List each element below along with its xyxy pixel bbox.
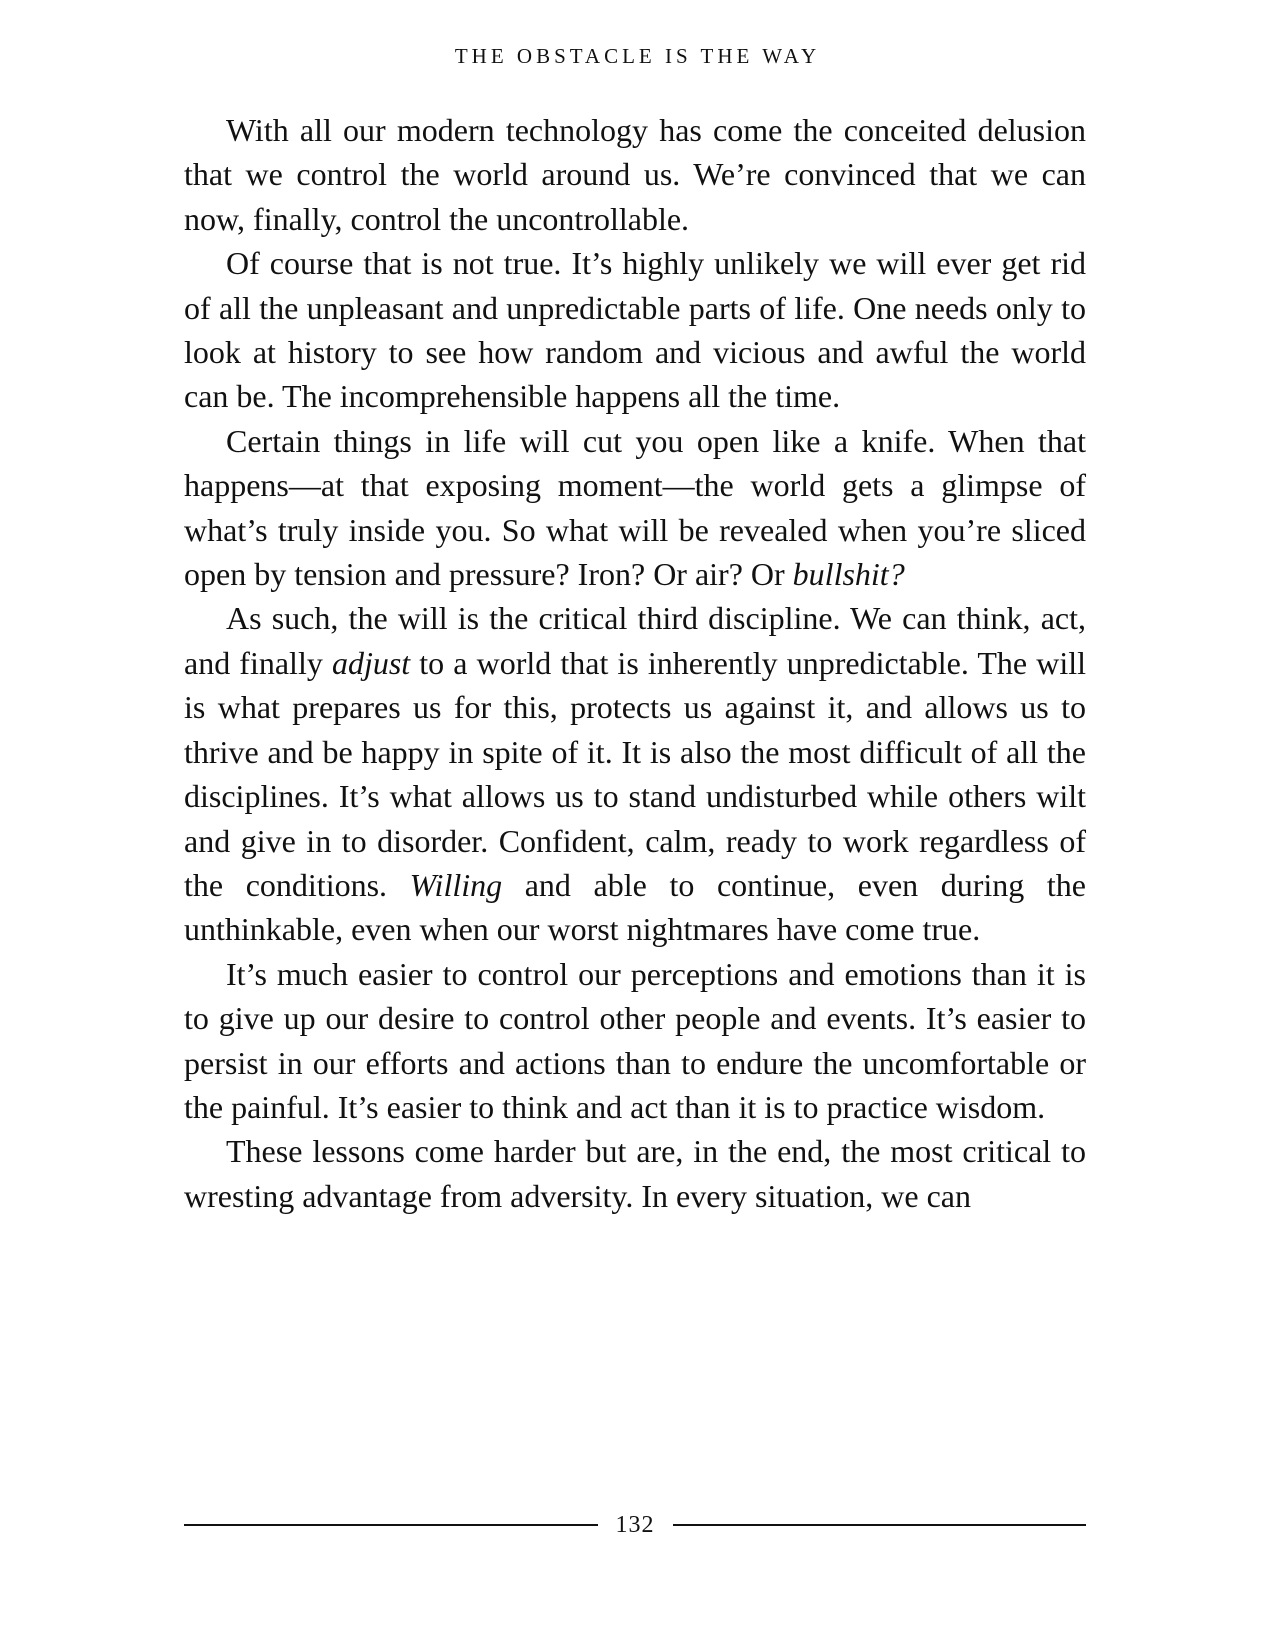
footer-rule-left — [184, 1524, 598, 1526]
running-head: THE OBSTACLE IS THE WAY — [454, 44, 821, 68]
paragraph-text: Certain things in life will cut you open like a knife. When that happens—at that exposing moment—the world gets a glimpse of what’s truly inside you. So what will be revealed when you’re sliced open by tension and pressure? Iron? Or air? Or — [184, 422, 1086, 593]
page-footer — [184, 1510, 1086, 1540]
paragraph-text: These lessons come harder but are, in the end, the most critical to wresting advantage from adversity. In every situation, we can — [184, 1133, 1086, 1214]
paragraph-text: It’s much easier to control our perceptions and emotions than it is to give up our desire to control other people and events. It’s easier to persist in our efforts and actions than to endure the uncomfortable or the painful. It’s easier to think and act than it is to practice wisdom. — [184, 955, 1086, 1125]
emphasis-adjust: adjust — [331, 644, 411, 681]
emphasis-bullshit: bullshit? — [792, 556, 905, 593]
paragraph-3 — [184, 419, 1086, 597]
page-number: 132 — [615, 1511, 655, 1538]
emphasis-willing: Willing — [409, 866, 503, 903]
paragraph-text: As such, the will is the critical third discipline. We can think, act, and finally — [184, 600, 1086, 681]
paragraph-text: to a world that is inherently unpredictable. The will is what prepares us for this, protects us against it, and allows us to thrive and be happy in spite of it. It is also the most difficult of all the disciplines. It’s what allows us to stand undisturbed while others wilt and give in to disorder. Confident, calm, ready to work regardless of the conditions. — [184, 644, 1087, 903]
footer-rule-right — [673, 1524, 1087, 1526]
paragraph-text: With all our modern technology has come the conceited delusion that we control the world around us. We’re convinced that we can now, finally, control the uncontrollable. — [184, 112, 1086, 237]
body-text — [184, 108, 1086, 1218]
paragraph-6 — [184, 1129, 1086, 1218]
paragraph-text: Of course that is not true. It’s highly unlikely we will ever get rid of all the unpleasant and unpredictable parts of life. One needs only to look at history to see how random and vicious and awful the world can be. The incomprehensible happens all the time. — [184, 245, 1086, 415]
paragraph-4 — [184, 596, 1086, 951]
paragraph-2 — [184, 241, 1086, 419]
paragraph-1 — [184, 108, 1086, 241]
paragraph-5 — [184, 952, 1086, 1130]
paragraph-text: and able to continue, even during the unthinkable, even when our worst nightmares have come true. — [184, 866, 1087, 948]
